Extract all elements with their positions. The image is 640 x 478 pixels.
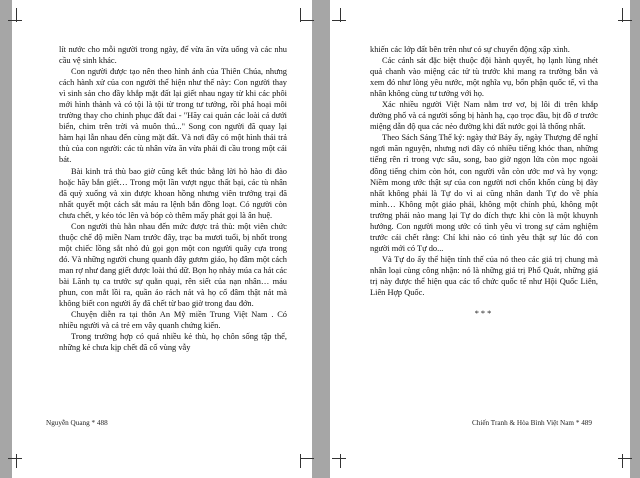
crop-mark	[340, 454, 341, 468]
crop-mark	[16, 454, 17, 468]
paragraph: Theo Sách Sáng Thế ký: ngày thứ Bảy ấy, ngày Thượng đế nghỉ ngơi mãn nguyện, nhưng nơi đây có nhiều tiếng khóc than, những tiếng rên rỉ trong vực sâu, song, bao giờ ngọn lửa còn mọc ngoài đồng tiếng chim còn hót, con người vẫn còn ước mơ và hy vọng: Niềm mong ước thật sự của con người nơi chốn khốn cùng bị đày nhất không phải là Tự do vì ai cũng nhân danh Tự do về phía mình… Không một giáo phái, không một chính phủ, không một trường phái nào mang lại Tự do đích thực khi còn là một khuynh hướng. Con người mong ước có tình yêu vì trong sự cảm nghiệm trước cái chết rằng: Chỉ khi nào có tình yêu thật sự lúc đó con người mới có Tự do...	[370, 133, 598, 253]
paragraph: Chuyện diễn ra tại thôn An Mỹ miền Trung Việt Nam . Có nhiều người và cả trẻ em vây quanh chứng kiến.	[59, 310, 287, 331]
paragraph: lít nước cho mỗi người trong ngày, để vừa ăn vừa uống và các nhu cầu vệ sinh khác.	[59, 45, 287, 66]
paragraph: khiến các lớp đất bên trên như có sự chuyển động xập xình.	[370, 45, 570, 54]
section-separator: ***	[474, 309, 494, 319]
paragraph: Bài kinh trả thù bao giờ cũng kết thúc bằng lời hò hào đi đào hoặc hãy bắn giết… Trong một lần vượt ngục thất bại, các tù nhân đã quỳ xuống và xin được khoan hồng nhưng viên trưởng trại đã nhất quyết một cách sắt máu ra lệnh bắn đồng loạt. Có người còn chưa chết, y kéo tóc lên và bóp cò thêm mấy phát gọi là ân huệ.	[59, 166, 287, 220]
crop-mark	[618, 458, 632, 459]
paragraph: Trong trường hợp có quá nhiều kẻ thù, họ chôn sống tập thể, những kẻ chưa kịp chết đã cố vùng vẫy	[59, 332, 287, 353]
crop-mark	[332, 20, 346, 21]
crop-mark	[300, 458, 314, 459]
crop-mark	[618, 20, 632, 21]
paragraph: Và Tự do ấy thể hiện tính thế của nó theo các giá trị chung mà nhân loại cùng công nhận: nó là những giá trị Phổ Quát, những giá trị này được thể hiện qua các tổ chức quốc tế như Hội Quốc Liên, Liên Hợp Quốc.	[370, 254, 598, 298]
crop-mark	[300, 20, 314, 21]
crop-mark	[300, 454, 301, 468]
crop-mark	[8, 20, 22, 21]
paragraph: Con người được tạo nên theo hình ảnh của Thiên Chúa, nhưng cách hành xử của con người thể hiện như thế này: Con người thay vì sinh sản cho đầy khắp mặt đất lại giết nhau ngay từ khi các phôi mới hình thành và có tội là tội từ trong tư tưởng, rồi phá hoại môi trường thay cho chinh phục đất đai - "Hãy cai quản các loài cá dưới biển, chim trên trời và muôn thú..." Song con người đã quay lại hàm hại lẫn nhau đến cùng mặt đất. Và nơi đây có một hình thái trả thù của con người: các tù nhân vừa ăn vừa phải đi cầu trong một cái bát.	[59, 67, 287, 165]
paragraph: Con người thù hằn nhau đến mức được trả thù: một viên chức thuộc chế độ miền Nam trước đây, trạc ba mươi tuổi, bị nhốt trong một chiếc lồng sắt nhỏ đủ gọi gọn một con người quây cựa trong đó. Và những người chung quanh đây gươm giáo, họ đâm một cách man rợ như đang giết được loài thú dữ. Bọn họ nhảy múa ca hát các bài Lãnh tụ ca trước sự quằn quại, rên siết của nạn nhân… máu phun, con mắt lồi ra, quần áo rách nát và họ cố đâm thật nát mà không biết con người ấy đã chết từ bao giờ trong đau đớn.	[59, 221, 287, 309]
crop-mark	[332, 458, 346, 459]
left-page-text	[59, 44, 287, 353]
left-page-footer: Nguyễn Quang * 488	[46, 419, 108, 427]
right-page-text	[370, 44, 598, 319]
crop-mark	[8, 458, 22, 459]
crop-mark	[622, 454, 623, 468]
left-page	[12, 0, 312, 478]
paragraph: Các cảnh sát đặc biệt thuộc đội hành quyết, họ lạnh lùng nhét quả chanh vào miệng các tử tù trước khi mang ra trường bắn và xem đó như lòng yêu nước, một nghĩa vụ, bổn phận quốc tế, vì tha nhân không cùng tư tưởng với họ.	[370, 56, 598, 99]
paragraph: Xác nhiều người Việt Nam nằm trơ vơ, bị lôi đi trên khắp đường phố và cả người sống bị hành hạ, cạo trọc đầu, bịt đồ ơ trước miệng dẫn độ qua các nẻo đường khi đất nước gọi là thống nhất.	[370, 100, 598, 132]
right-page	[330, 0, 630, 478]
right-page-footer: Chiến Tranh & Hòa Bình Việt Nam * 489	[471, 419, 592, 427]
